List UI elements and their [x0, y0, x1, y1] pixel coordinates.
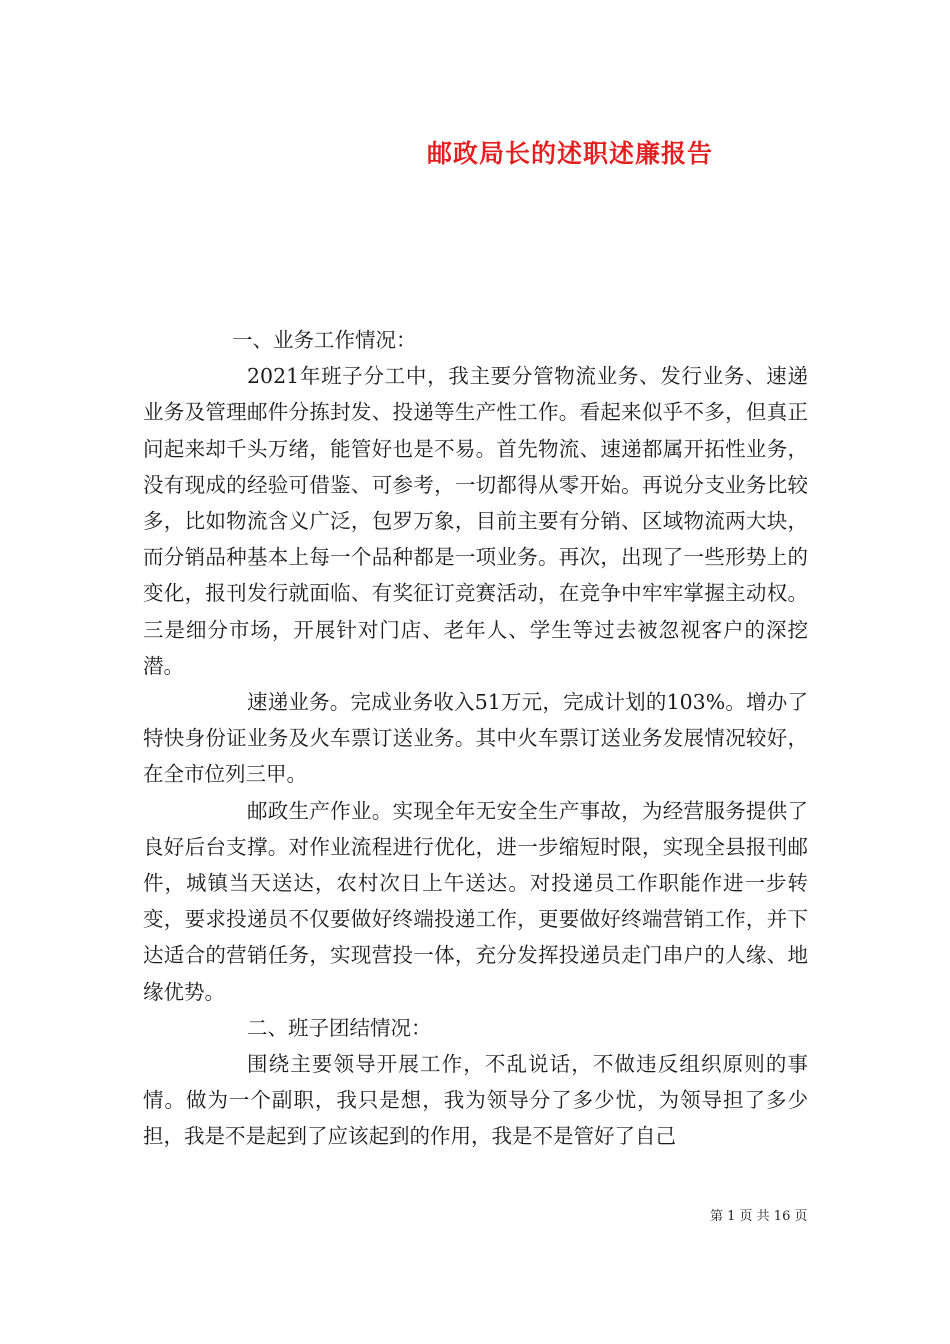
paragraph-overview: 2021年班子分工中，我主要分管物流业务、发行业务、速递业务及管理邮件分拣封发、投递等生产性工作。看起来似乎不多，但真正问起来却千头万绪，能管好也是不易。首先物流、速递都属开拓性业务，没有现成的经验可借鉴、可参考，一切都得从零开始。再说分支业务比较多，比如物流含义广泛，包罗万象，目前主要有分销、区域物流两大块，而分销品种基本上每一个品种都是一项业务。再次，出现了一些形势上的变化，报刊发行就面临、有奖征订竞赛活动，在竞争中牢牢掌握主动权。三是细分市场，开展针对门店、老年人、学生等过去被忽视客户的深挖潜。	[143, 364, 808, 678]
document-body	[143, 322, 808, 1155]
section-heading-business: 一、业务工作情况：	[232, 328, 417, 352]
page-number-footer: 第 1 页 共 16 页	[710, 1209, 808, 1224]
paragraph-unity: 围绕主要领导开展工作，不乱说话，不做违反组织原则的事情。做为一个副职，我只是想，我为领导分了多少忧，为领导担了多少担，我是不是起到了应该起到的作用，我是不是管好了自己	[143, 1052, 808, 1149]
paragraph-express: 速递业务。完成业务收入51万元，完成计划的103%。增办了特快身份证业务及火车票订送业务。其中火车票订送业务发展情况较好，在全市位列三甲。	[143, 690, 808, 787]
paragraph-production: 邮政生产作业。实现全年无安全生产事故，为经营服务提供了良好后台支撑。对作业流程进行优化，进一步缩短时限，实现全县报刊邮件，城镇当天送达，农村次日上午送达。对投递员工作职能作进一步转变，要求投递员不仅要做好终端投递工作，更要做好终端营销工作，并下达适合的营销任务，实现营投一体，充分发挥投递员走门串户的人缘、地缘优势。	[143, 798, 808, 1004]
section-heading-unity: 二、班子团结情况：	[247, 1015, 432, 1040]
document-title: 邮政局长的述职述廉报告	[426, 139, 713, 168]
